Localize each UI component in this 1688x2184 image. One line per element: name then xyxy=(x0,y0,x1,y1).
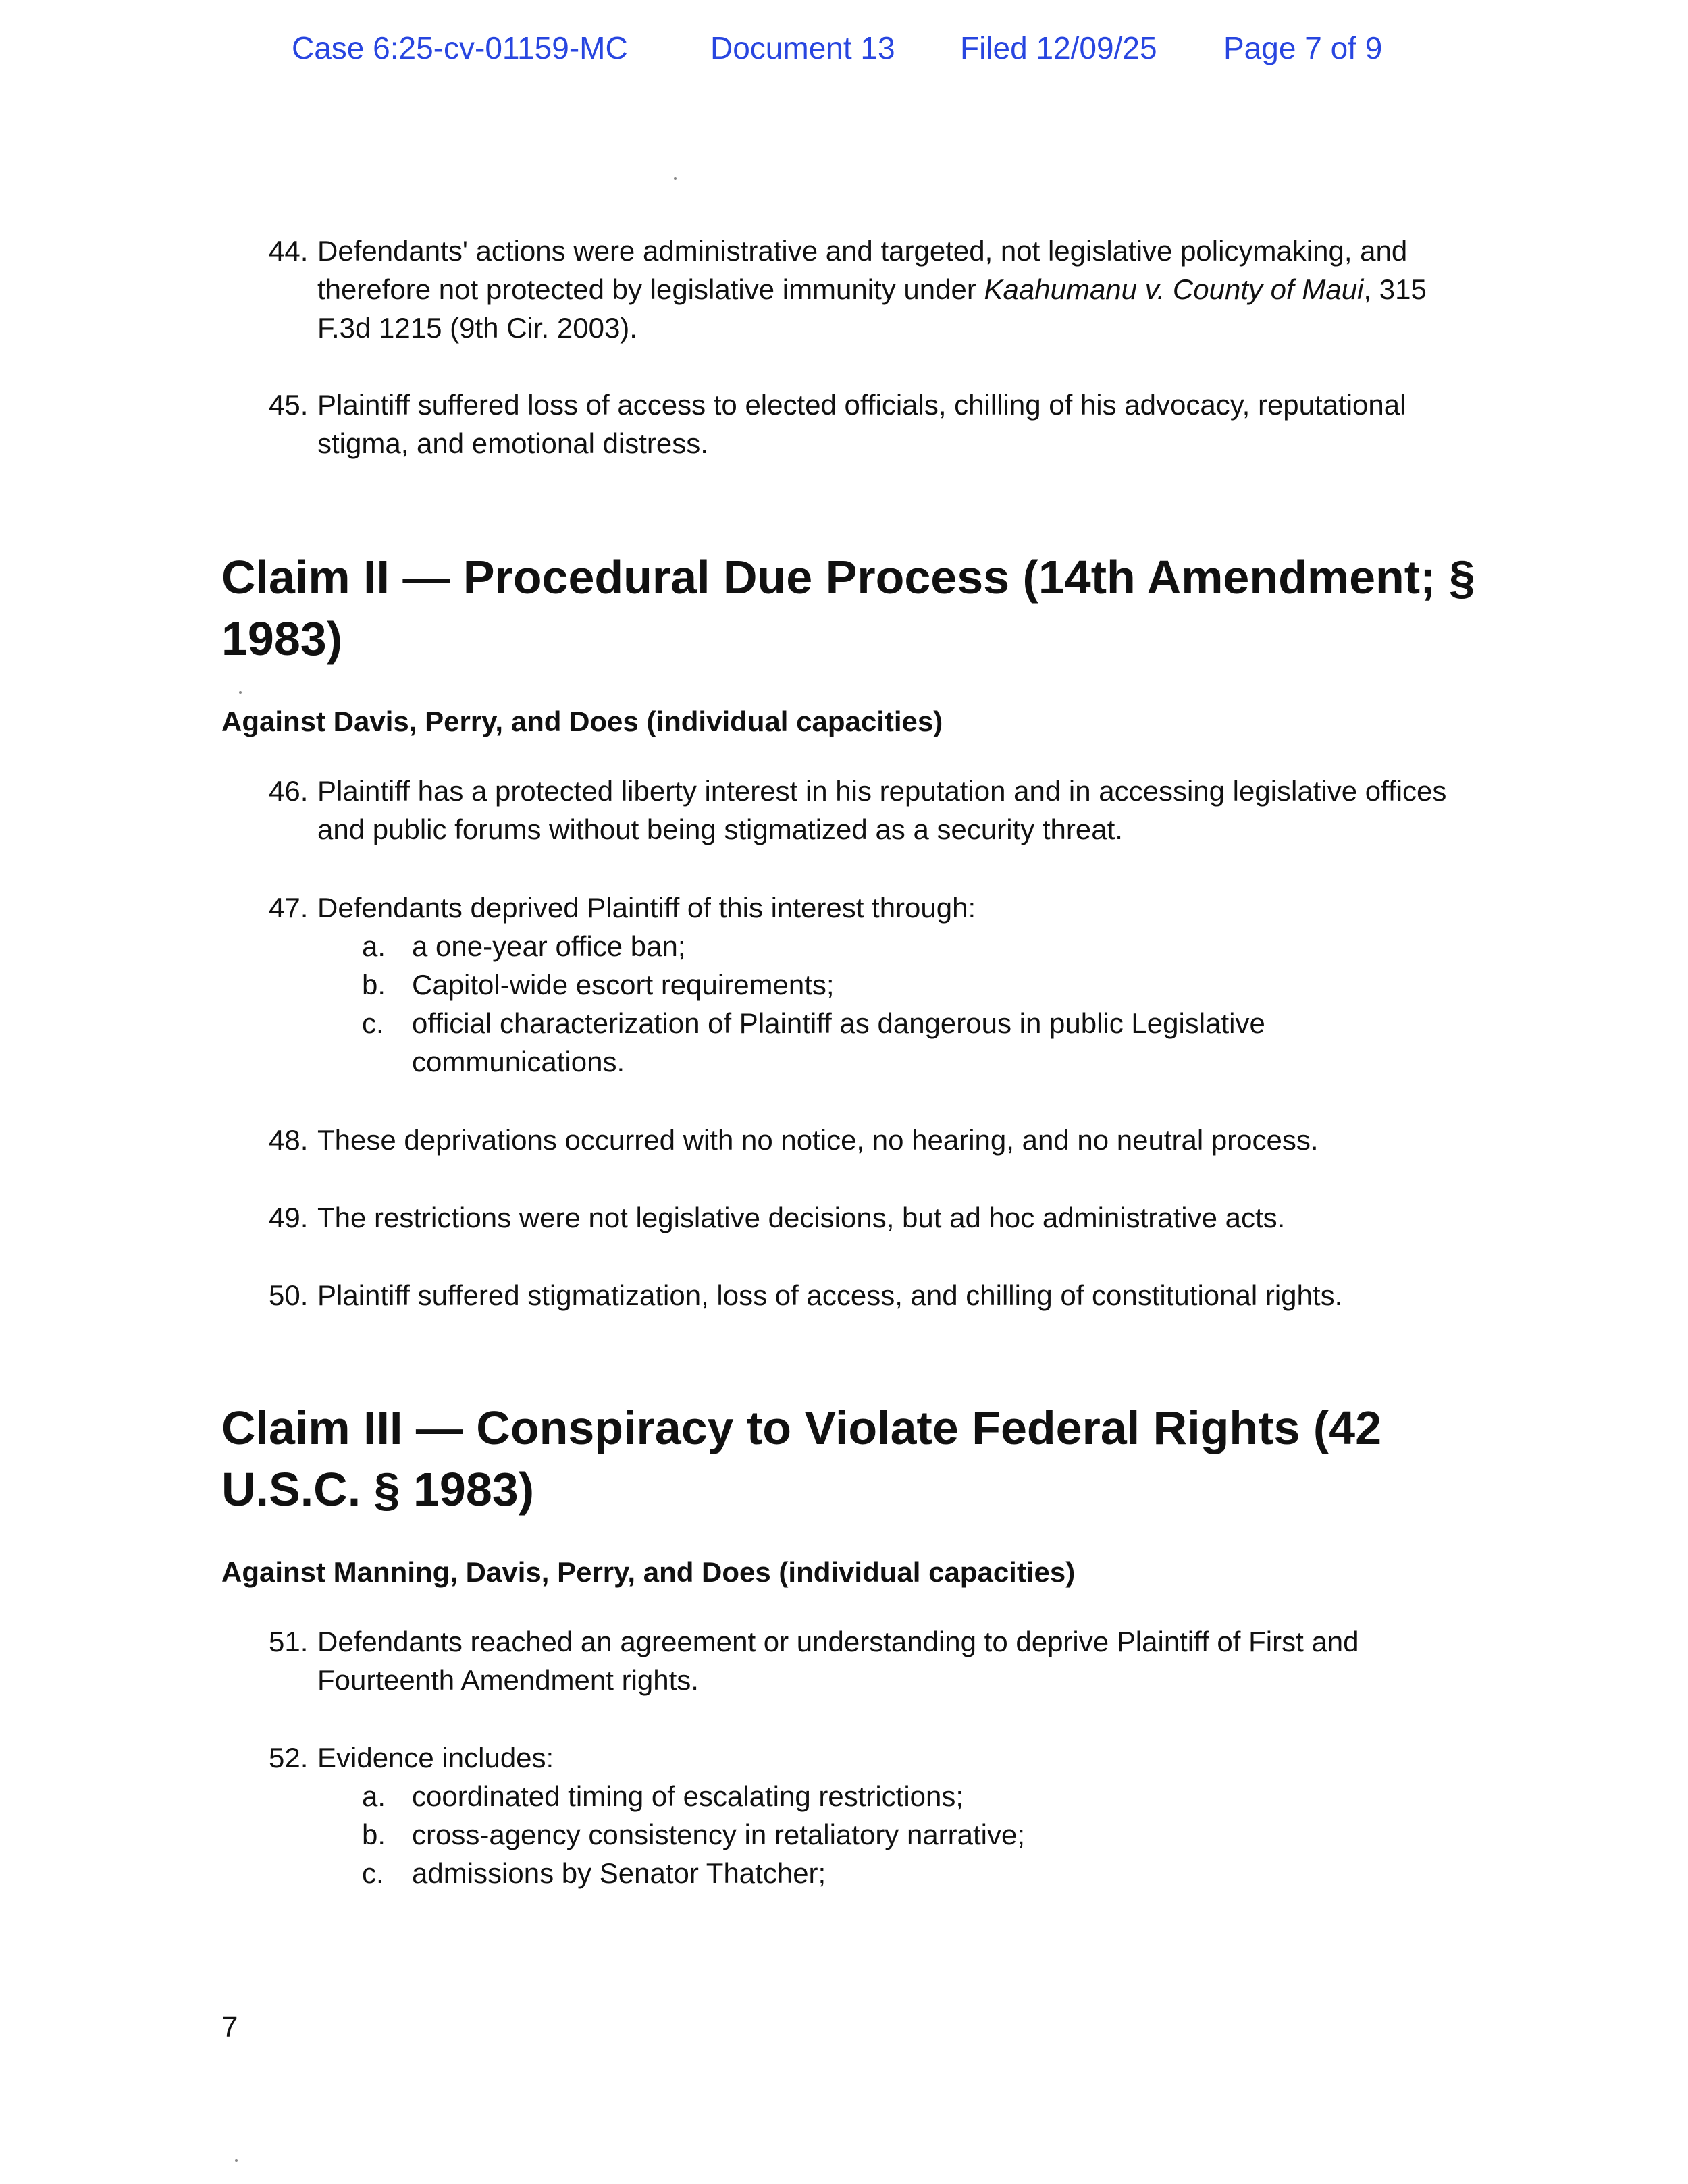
page-indicator: Page 7 of 9 xyxy=(1223,30,1383,65)
paragraph-text: Defendants deprived Plaintiff of this interest through: xyxy=(317,892,976,924)
paragraph-text: These deprivations occurred with no notice, no hearing, and no neutral process. xyxy=(317,1124,1319,1156)
list-text: a one-year office ban; xyxy=(412,930,686,962)
list-item xyxy=(362,1854,1442,1892)
scan-speck xyxy=(239,691,242,694)
paragraph-48 xyxy=(269,1121,1471,1159)
list-letter: a. xyxy=(362,1780,386,1812)
paragraph-text: Evidence includes: xyxy=(317,1742,554,1774)
list-text: coordinated timing of escalating restrictions; xyxy=(412,1780,964,1812)
list-item xyxy=(362,1004,1442,1081)
paragraph-number: 50. xyxy=(269,1279,309,1311)
ecf-header xyxy=(292,24,1382,72)
list-letter: a. xyxy=(362,930,386,962)
paragraph-number: 46. xyxy=(269,775,309,807)
list-text: cross-agency consistency in retaliatory narrative; xyxy=(412,1819,1026,1850)
paragraph-number: 47. xyxy=(269,892,309,924)
paragraph-number: 51. xyxy=(269,1626,309,1657)
paragraph-text: Plaintiff suffered stigmatization, loss of access, and chilling of constitutional rights. xyxy=(317,1279,1343,1311)
paragraph-text: Defendants' actions were administrative and targeted, not legislative policymaking, and therefore not protected by legislative immunity under Kaahumanu v. County of Maui, 315 F.3d 1215 (9th Cir. 2003). xyxy=(317,235,1427,344)
paragraph-44 xyxy=(269,232,1471,347)
list-item xyxy=(362,965,1442,1004)
paragraph-45 xyxy=(269,385,1471,462)
list-text: official characterization of Plaintiff as dangerous in public Legislative communications. xyxy=(412,1007,1265,1077)
filed-date: Filed 12/09/25 xyxy=(960,30,1157,65)
page-number: 7 xyxy=(221,2010,238,2044)
claim-iii-against: Against Manning, Davis, Perry, and Does (individual capacities) xyxy=(221,1556,1076,1588)
list-item xyxy=(362,1777,1442,1815)
paragraph-number: 45. xyxy=(269,389,309,421)
paragraph-52 xyxy=(269,1738,1471,1777)
list-letter: b. xyxy=(362,1819,386,1850)
paragraph-text: Defendants reached an agreement or understanding to deprive Plaintiff of First and Fourteenth Amendment rights. xyxy=(317,1626,1359,1696)
paragraph-49 xyxy=(269,1198,1471,1237)
list-letter: c. xyxy=(362,1857,384,1889)
claim-iii-heading: Claim III — Conspiracy to Violate Federal Rights (42 U.S.C. § 1983) xyxy=(221,1402,1382,1516)
list-item xyxy=(362,927,1442,965)
list-text: Capitol-wide escort requirements; xyxy=(412,969,835,1001)
list-text: admissions by Senator Thatcher; xyxy=(412,1857,826,1889)
paragraph-number: 52. xyxy=(269,1742,309,1774)
document-number: Document 13 xyxy=(710,30,895,65)
paragraph-text: Plaintiff suffered loss of access to elected officials, chilling of his advocacy, reputational stigma, and emotional distress. xyxy=(317,389,1406,459)
scan-speck xyxy=(674,177,677,180)
paragraph-number: 44. xyxy=(269,235,309,267)
paragraph-50 xyxy=(269,1276,1471,1314)
paragraph-51 xyxy=(269,1622,1471,1699)
case-number: Case 6:25-cv-01159-MC xyxy=(292,30,628,65)
paragraph-46 xyxy=(269,772,1471,849)
list-letter: b. xyxy=(362,969,386,1001)
scan-speck xyxy=(235,2159,238,2162)
paragraph-number: 49. xyxy=(269,1202,309,1233)
claim-ii-heading: Claim II — Procedural Due Process (14th Amendment; § 1983) xyxy=(221,551,1475,665)
list-item xyxy=(362,1815,1442,1854)
list-letter: c. xyxy=(362,1007,384,1039)
case-citation: Kaahumanu v. County of Maui xyxy=(984,273,1364,305)
claim-ii-against: Against Davis, Perry, and Does (individual capacities) xyxy=(221,705,943,737)
paragraph-47 xyxy=(269,888,1471,927)
paragraph-text: The restrictions were not legislative decisions, but ad hoc administrative acts. xyxy=(317,1202,1286,1233)
paragraph-number: 48. xyxy=(269,1124,309,1156)
paragraph-text: Plaintiff has a protected liberty interest in his reputation and in accessing legislative offices and public forums without being stigmatized as a security threat. xyxy=(317,775,1447,845)
